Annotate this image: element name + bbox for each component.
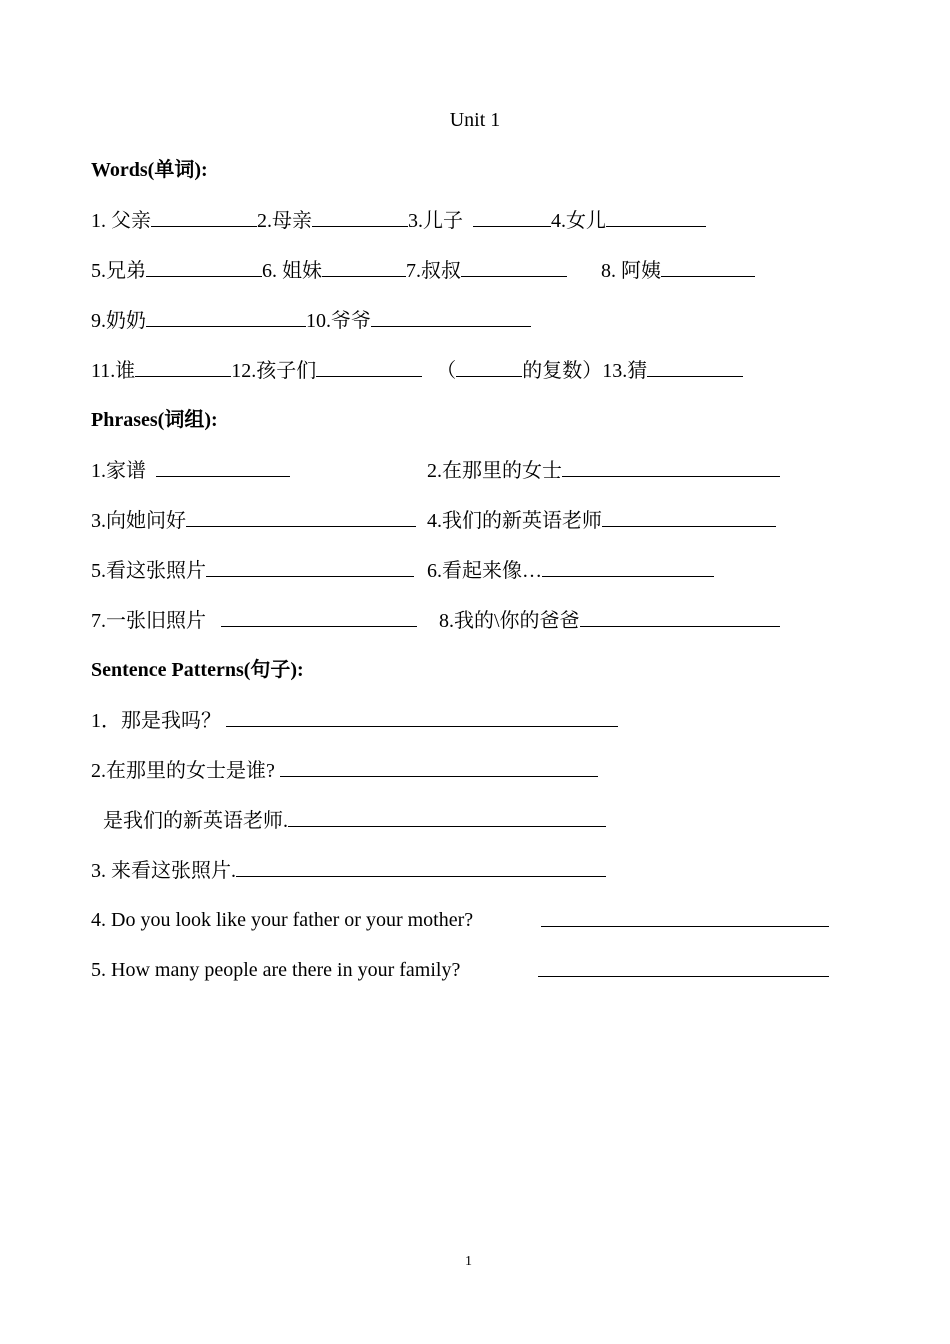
phrase-label: 1.家谱 [91,460,146,482]
answer-blank[interactable] [288,808,606,827]
answer-blank[interactable] [206,558,414,577]
answer-blank[interactable] [541,908,829,927]
page-title: Unit 1 [449,109,501,131]
answer-blank[interactable] [156,458,290,477]
word-label-son: 3.儿子 [408,210,463,232]
answer-blank[interactable] [316,358,422,377]
answer-blank[interactable] [146,258,262,277]
answer-blank[interactable] [456,358,522,377]
words-row-3 [91,308,531,333]
sentence-item-5-blank [538,958,829,983]
answer-blank[interactable] [236,858,606,877]
plural-note: 的复数） [522,360,603,382]
sentence-item-1 [91,708,618,733]
phrase-item-2 [427,458,780,483]
phrase-item-8 [439,608,780,633]
answer-blank[interactable] [580,608,780,627]
sentence-item-3 [91,858,606,883]
word-label-daughter: 4.女儿 [551,210,606,232]
answer-blank[interactable] [602,508,776,527]
sentence-prompt: 是我们的新英语老师. [103,810,288,832]
answer-blank[interactable] [146,308,306,327]
phrase-label: 7.一张旧照片 [91,610,206,632]
answer-blank[interactable] [461,258,567,277]
phrase-item-4 [427,508,776,533]
answer-blank[interactable] [226,708,618,727]
phrase-item-3 [91,508,416,533]
word-label-mother: 2.母亲 [257,210,312,232]
sentence-prompt: 1．那是我吗？ [91,710,221,732]
sentence-prompt: 3. 来看这张照片. [91,860,236,882]
sentences-heading: Sentence Patterns(句子): [91,659,304,681]
answer-blank[interactable] [186,508,416,527]
page-number: 1 [465,1254,472,1269]
sentence-item-2 [91,758,598,783]
answer-blank[interactable] [280,758,598,777]
answer-blank[interactable] [473,208,551,227]
words-row-4 [91,358,743,383]
word-label-brother: 5.兄弟 [91,260,146,282]
words-row-1 [91,208,706,233]
phrase-label: 4.我们的新英语老师 [427,510,602,532]
phrase-item-5 [91,558,414,583]
words-row-2 [91,258,755,283]
words-heading: Words(单词): [91,159,208,181]
phrase-item-6 [427,558,714,583]
answer-blank[interactable] [135,358,231,377]
phrase-label: 8.我的\你的爸爸 [439,610,580,632]
word-label-children: 12.孩子们 [231,360,317,382]
phrase-label: 6.看起来像… [427,560,542,582]
word-label-father: 1. 父亲 [91,210,151,232]
word-label-sister: 6. 姐妹 [262,260,322,282]
answer-blank[interactable] [661,258,755,277]
answer-blank[interactable] [312,208,408,227]
word-label-grandma: 9.奶奶 [91,310,146,332]
word-label-who: 11.谁 [91,360,136,382]
answer-blank[interactable] [647,358,743,377]
word-label-grandpa: 10.爷爷 [306,310,371,332]
word-label-guess: 13.猜 [602,360,648,382]
answer-blank[interactable] [542,558,714,577]
sentence-item-4 [91,908,473,932]
answer-blank[interactable] [322,258,406,277]
sentence-prompt: 4. Do you look like your father or your mother? [91,909,474,931]
phrases-heading: Phrases(词组): [91,409,218,431]
answer-blank[interactable] [371,308,531,327]
sentence-item-4-blank [541,908,829,933]
phrase-label: 5.看这张照片 [91,560,206,582]
answer-blank[interactable] [151,208,257,227]
phrase-label: 2.在那里的女士 [427,460,562,482]
answer-blank[interactable] [538,958,829,977]
word-label-aunt: 8. 阿姨 [601,260,661,282]
answer-blank[interactable] [221,608,417,627]
sentence-prompt: 2.在那里的女士是谁? [91,760,275,782]
phrase-item-1 [91,458,290,483]
sentence-item-5 [91,958,460,982]
sentence-item-2-answer [103,808,606,833]
word-label-uncle: 7.叔叔 [406,260,461,282]
open-paren: （ [436,360,457,382]
phrase-item-7 [91,608,417,633]
answer-blank[interactable] [562,458,780,477]
answer-blank[interactable] [606,208,706,227]
phrase-label: 3.向她问好 [91,510,186,532]
sentence-prompt: 5. How many people are there in your family? [91,959,461,981]
